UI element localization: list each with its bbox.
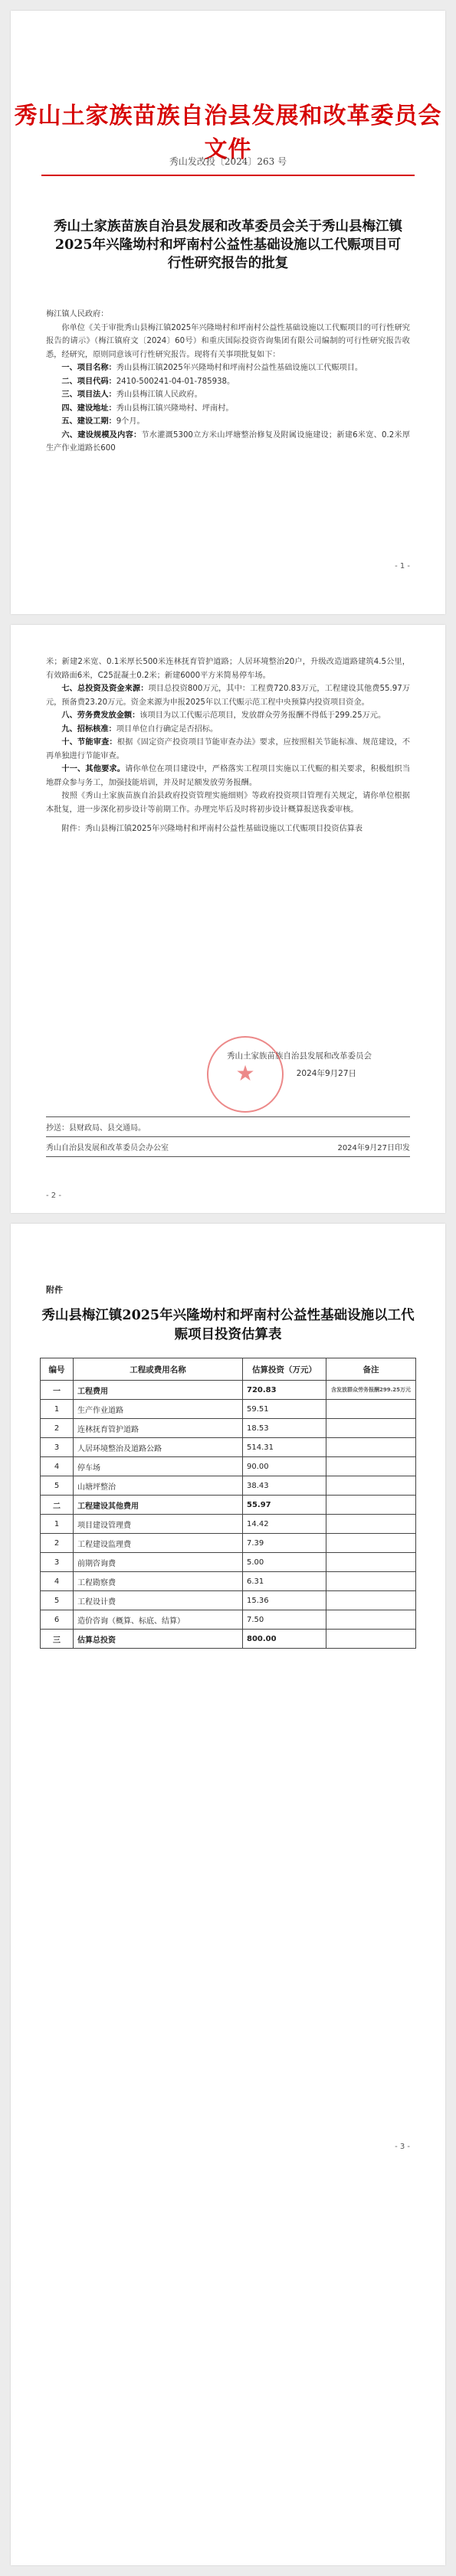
item-tender: 九、招标核准：项目单位自行确定是否招标。 — [61, 724, 218, 734]
cell-name: 人居环境整治及道路公路 — [74, 1438, 243, 1457]
intro-paragraph: 你单位《关于审批秀山县梅江镇2025年兴隆坳村和坪南村公益性基础设施以工代赈项目的可行性研究报告的请示》（梅江镇府文〔2024〕60号）和重庆国际投资咨询集团有限公司编制的可行性研究报告收悉，经研究，原则同意该可行性研究报告。现将有关事项批复如下： — [46, 323, 410, 359]
cell-no: 1 — [41, 1400, 74, 1419]
cell-no: 3 — [41, 1553, 74, 1572]
cell-amount: 5.00 — [243, 1553, 326, 1572]
table-row — [41, 1572, 416, 1591]
page-number: - 3 - — [395, 2143, 410, 2151]
table-row — [41, 1534, 416, 1553]
cc-recipients: 抄送：县财政局、县交通局。 — [46, 1124, 146, 1133]
cell-name: 工程建设监理费 — [74, 1534, 243, 1553]
item-scale-continued: 米；新建2米宽、0.1米厚长500米连林抚育管护道路；人居环境整治20户，升级改造道路建筑4.5公里，有效路面6米，C25混凝土0.2米；新建6000平方米简易停车场。 — [46, 658, 410, 680]
cell-no: 1 — [41, 1515, 74, 1534]
cell-no: 3 — [41, 1438, 74, 1457]
cell-no: 4 — [41, 1457, 74, 1476]
header-amount: 估算投资（万元） — [243, 1358, 326, 1381]
cell-note — [326, 1457, 416, 1476]
cell-no: 三 — [41, 1630, 74, 1649]
cell-note — [326, 1553, 416, 1572]
investment-estimate-table — [40, 1358, 416, 1649]
cell-amount: 7.39 — [243, 1534, 326, 1553]
cell-name: 山塘坪整治 — [74, 1476, 243, 1496]
cell-name: 停车场 — [74, 1457, 243, 1476]
table-row — [41, 1476, 416, 1496]
item-duration: 五、建设工期：9个月。 — [61, 417, 145, 426]
item-scale: 六、建设规模及内容：节水灌溉5300立方米山坪塘整治修复及附属设施建设；新建6米宽、0.2米厚生产作业道路长600 — [46, 430, 411, 453]
cell-name: 工程勘察费 — [74, 1572, 243, 1591]
cell-note — [326, 1534, 416, 1553]
document-number: 秀山发改投〔2024〕263 号 — [169, 156, 287, 167]
cell-no: 一 — [41, 1381, 74, 1400]
page-number: - 2 - — [46, 1192, 61, 1200]
page-number: - 1 - — [395, 562, 410, 570]
cc-middle-rule — [46, 1136, 410, 1137]
document-page-2 — [11, 625, 445, 1213]
item-project-name: 一、项目名称：秀山县梅江镇2025年兴隆坳村和坪南村公益性基础设施以工代赈项目。 — [61, 364, 363, 372]
table-body — [41, 1381, 416, 1649]
cell-amount: 6.31 — [243, 1572, 326, 1591]
cell-no: 2 — [41, 1419, 74, 1438]
header-note: 备注 — [326, 1358, 416, 1381]
cell-note — [326, 1476, 416, 1496]
cell-no: 5 — [41, 1591, 74, 1610]
cell-name: 连林抚育管护道路 — [74, 1419, 243, 1438]
cc-top-rule — [46, 1116, 410, 1117]
page-title: 秀山土家族苗族自治县发展和改革委员会关于秀山县梅江镇2025年兴隆坳村和坪南村公益性基础设施以工代赈项目可行性研究报告的批复 — [54, 219, 402, 271]
cell-name: 项目建设管理费 — [74, 1515, 243, 1534]
item-investment: 七、总投资及资金来源：项目总投资800万元，其中：工程费720.83万元，工程建设其他费55.97万元，预备费23.20万元。资金来源为申报2025年以工代赈示范工程中央预算内投资项目资金。 — [46, 685, 410, 707]
signature-area — [46, 1050, 410, 1079]
issuer-line — [46, 1141, 410, 1152]
table-row — [41, 1400, 416, 1419]
item-project-legal: 三、项目法人：秀山县梅江镇人民政府。 — [61, 391, 202, 399]
cell-note — [326, 1572, 416, 1591]
cell-note — [326, 1419, 416, 1438]
table-row — [41, 1381, 416, 1400]
cell-amount: 14.42 — [243, 1515, 326, 1534]
table-row — [41, 1438, 416, 1457]
table-row — [41, 1630, 416, 1649]
signature-organization: 秀山土家族苗族自治县发展和改革委员会 — [227, 1051, 372, 1061]
document-page-1 — [11, 11, 445, 614]
cell-no: 6 — [41, 1610, 74, 1630]
cell-name: 工程建设其他费用 — [74, 1496, 243, 1515]
cell-note — [326, 1630, 416, 1649]
item-labor-pay: 八、劳务费发放金额：该项目为以工代赈示范项目，发放群众劳务报酬不得低于299.25万元。 — [61, 711, 386, 720]
cell-note: 含发放群众劳务报酬299.25万元 — [326, 1381, 416, 1400]
attachment-note: 附件：秀山县梅江镇2025年兴隆坳村和坪南村公益性基础设施以工代赈项目投资估算表 — [61, 825, 363, 833]
cell-amount: 15.36 — [243, 1591, 326, 1610]
cell-amount: 59.51 — [243, 1400, 326, 1419]
cell-note — [326, 1591, 416, 1610]
document-page-3 — [11, 1224, 445, 2565]
addressee: 梅江镇人民政府： — [46, 310, 109, 319]
cell-note — [326, 1438, 416, 1457]
cell-note — [326, 1610, 416, 1630]
cell-amount: 800.00 — [243, 1630, 326, 1649]
cell-name: 造价咨询（概算、标底、结算） — [74, 1610, 243, 1630]
body-text-page1 — [46, 308, 410, 456]
table-row — [41, 1610, 416, 1630]
cell-name: 估算总投资 — [74, 1630, 243, 1649]
issuer-office: 秀山自治县发展和改革委员会办公室 — [46, 1144, 169, 1152]
cell-amount: 38.43 — [243, 1476, 326, 1496]
table-row — [41, 1496, 416, 1515]
header-name: 工程或费用名称 — [74, 1358, 243, 1381]
cell-no: 2 — [41, 1534, 74, 1553]
cell-amount: 720.83 — [243, 1381, 326, 1400]
cell-no: 4 — [41, 1572, 74, 1591]
header-no: 编号 — [41, 1358, 74, 1381]
cell-note — [326, 1400, 416, 1419]
cell-note — [326, 1515, 416, 1534]
cell-name: 生产作业道路 — [74, 1400, 243, 1419]
table-title: 秀山县梅江镇2025年兴隆坳村和坪南村公益性基础设施以工代赈项目投资估算表 — [41, 1308, 415, 1342]
red-header-title: 秀山土家族苗族自治县发展和改革委员会文件 — [14, 103, 442, 163]
issue-date: 2024年9月27日印发 — [337, 1144, 410, 1152]
table-row — [41, 1591, 416, 1610]
cell-name: 前期咨询费 — [74, 1553, 243, 1572]
table-row — [41, 1553, 416, 1572]
item-project-code: 二、项目代码：2410-500241-04-01-785938。 — [61, 377, 235, 386]
appendix-label: 附件 — [46, 1285, 63, 1295]
cell-name: 工程费用 — [74, 1381, 243, 1400]
cell-no: 5 — [41, 1476, 74, 1496]
cell-amount: 514.31 — [243, 1438, 326, 1457]
management-paragraph: 按照《秀山土家族苗族自治县政府投资管理实施细则》等政府投资项目管理有关规定，请你单位根据本批复，进一步深化初步设计等前期工作。办理完毕后及时将初步设计概算报送我委审核。 — [46, 792, 410, 814]
cell-amount: 55.97 — [243, 1496, 326, 1515]
item-other-requirements: 十一、其他要求。请你单位在项目建设中，严格落实工程项目实施以工代赈的相关要求，积极组织当地群众参与务工，加强技能培训，并及时足额发放劳务报酬。 — [46, 765, 411, 787]
signature-date: 2024年9月27日 — [296, 1069, 356, 1078]
official-seal-icon — [207, 1036, 284, 1113]
cc-bottom-rule — [46, 1156, 410, 1157]
cell-note — [326, 1496, 416, 1515]
table-header-row — [41, 1358, 416, 1381]
cell-name: 工程设计费 — [74, 1591, 243, 1610]
cell-amount: 90.00 — [243, 1457, 326, 1476]
table-row — [41, 1515, 416, 1534]
body-text-page2 — [46, 655, 410, 836]
cell-amount: 7.50 — [243, 1610, 326, 1630]
table-row — [41, 1457, 416, 1476]
cell-amount: 18.53 — [243, 1419, 326, 1438]
item-energy-review: 十、节能审查：根据《固定资产投资项目节能审查办法》要求，应按照相关节能标准、规范建设，不再单独进行节能审查。 — [46, 738, 411, 760]
cell-no: 二 — [41, 1496, 74, 1515]
item-address: 四、建设地址：秀山县梅江镇兴隆坳村、坪南村。 — [61, 404, 234, 413]
red-divider — [41, 175, 415, 176]
table-row — [41, 1419, 416, 1438]
